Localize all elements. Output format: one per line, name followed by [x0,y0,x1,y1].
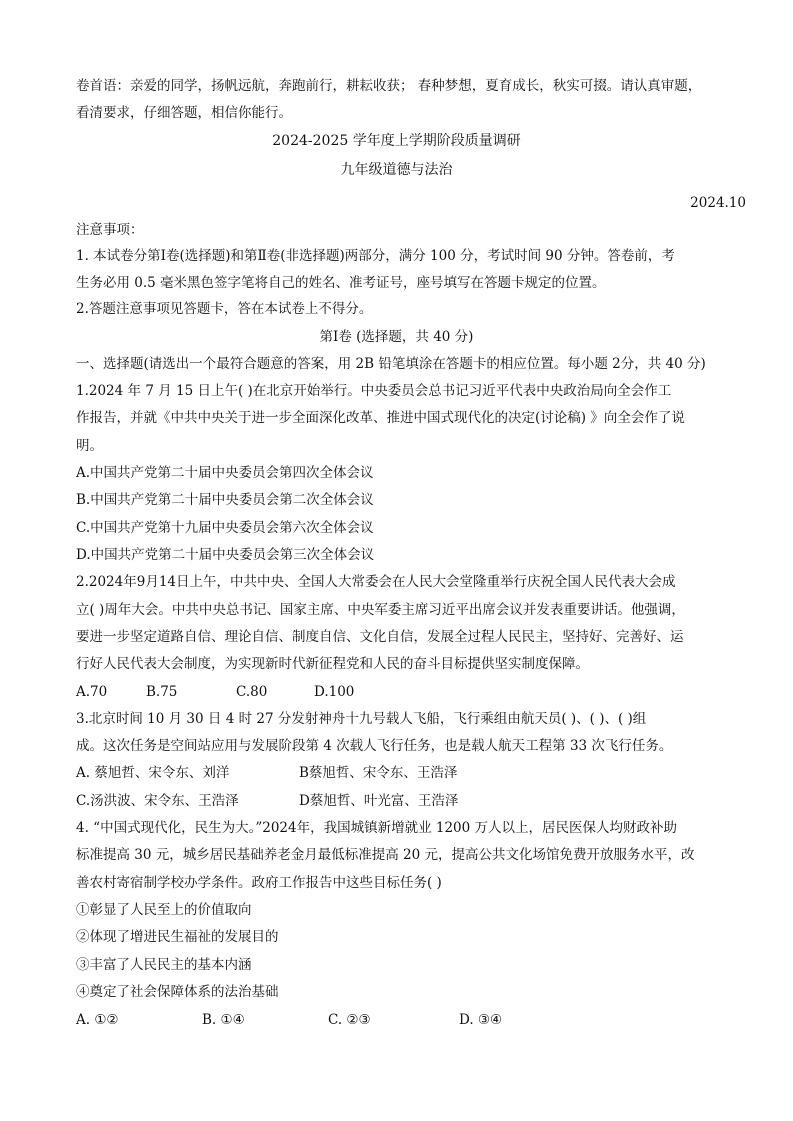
preface-line-2: 看清要求，仔细答题，相信你能行。 [76,105,292,121]
q4-option-a: A. ①② [76,1012,119,1028]
q4-statement-2: ②体现了增进民生福祉的发展目的 [76,929,279,945]
q4-statement-1: ①彰显了人民至上的价值取向 [76,902,252,918]
q1-line-2: 作报告，并就《中共中央关于进一步全面深化改革、推进中国式现代化的决定(讨论稿) 》向全会作了说 [76,410,685,426]
q4-statement-3: ③丰富了人民民主的基本内涵 [76,957,252,973]
q1-option-a: A.中国共产党第二十届中央委员会第四次全体会议 [76,465,374,481]
q2-option-b: B.75 [146,684,178,700]
q3-line-2: 成。这次任务是空间站应用与发展阶段第 4 次载人飞行任务，也是载人航天工程第 33 次飞行任务。 [76,738,673,754]
q1-line-1: 1.2024 年 7 月 15 日上午( )在北京开始举行。中央委员会总书记习近平代表中央政治局向全会作工 [76,383,672,399]
q1-option-c: C.中国共产党第十九届中央委员会第六次全体会议 [76,520,374,536]
q2-line-2: 立( )周年大会。中共中央总书记、国家主席、中央军委主席习近平出席会议并发表重要讲话。他强调， [76,602,685,618]
q2-line-4: 行好人民代表大会制度，为实现新时代新征程党和人民的奋斗目标提供坚实制度保障。 [76,656,589,672]
q4-statement-4: ④奠定了社会保障体系的法治基础 [76,984,279,1000]
notes-item-1-line-1: 1. 本试卷分第Ⅰ卷(选择题)和第Ⅱ卷(非选择题)两部分，满分 100 分，考试时间 90 分钟。答卷前，考 [76,248,675,264]
notes-heading: 注意事项： [76,222,144,238]
q1-option-b: B.中国共产党第二十届中央委员会第二次全体会议 [76,492,374,508]
section-1-title: 第Ⅰ卷 (选择题，共 40 分) [319,329,474,345]
q3-option-c: C.汤洪波、宋令东、王浩泽 [76,793,239,809]
q1-option-d: D.中国共产党第二十届中央委员会第三次全体会议 [76,547,375,563]
subject-title: 九年级道德与法治 [340,162,453,178]
q4-line-2: 标准提高 30 元，城乡居民基础养老金月最低标准提高 20 元，提高公共文化场馆免费开放服务水平，改 [76,847,695,863]
q2-line-3: 要进一步坚定道路自信、理论自信、制度自信、文化自信，发展全过程人民民主，坚持好、完善好、运 [76,629,684,645]
q4-option-d: D. ③④ [459,1012,503,1028]
q2-line-1: 2.2024年9月14日上午，中共中央、全国人大常委会在人民大会堂隆重举行庆祝全国人民代表大会成 [76,574,676,590]
preface-line-1: 卷首语：亲爱的同学，扬帆远航，奔跑前行，耕耘收获； 春种梦想，夏育成长，秋实可掇。请认真审题， [76,78,702,94]
notes-item-2: 2.答题注意事项见答题卡，答在本试卷上不得分。 [76,301,373,317]
q4-line-1: 4. “中国式现代化，民生为大。”2024年，我国城镇新增就业 1200 万人以上，居民医保人均财政补助 [76,820,678,836]
q4-line-3: 善农村寄宿制学校办学条件。政府工作报告中这些目标任务( ) [76,875,442,891]
q3-line-1: 3.北京时间 10 月 30 日 4 时 27 分发射神舟十九号载人飞船，飞行乘组由航天员( )、( )、( )组 [76,711,647,727]
notes-item-1-line-2: 生务必用 0.5 毫米黑色签字笔将自己的姓名、准考证号，座号填写在答题卡规定的位置。 [76,275,606,291]
q3-option-a: A. 蔡旭哲、宋令东、刘洋 [76,765,230,781]
q3-option-d: D蔡旭哲、叶光富、王浩泽 [299,793,459,809]
exam-date: 2024.10 [690,195,746,211]
exam-title: 2024-2025 学年度上学期阶段质量调研 [272,133,521,149]
q2-option-c: C.80 [236,684,268,700]
q1-line-3: 明。 [76,438,103,454]
q4-option-c: C. ②③ [328,1012,371,1028]
q3-option-b: B蔡旭哲、宋令东、王浩泽 [299,765,458,781]
section-1-instruction: 一、选择题(请选出一个最符合题意的答案，用 2B 铅笔填涂在答题卡的相应位置。每小题 2分，共 40 分) [76,356,706,372]
q2-option-a: A.70 [76,684,108,700]
q2-option-d: D.100 [314,684,355,700]
q4-option-b: B. ①④ [202,1012,245,1028]
